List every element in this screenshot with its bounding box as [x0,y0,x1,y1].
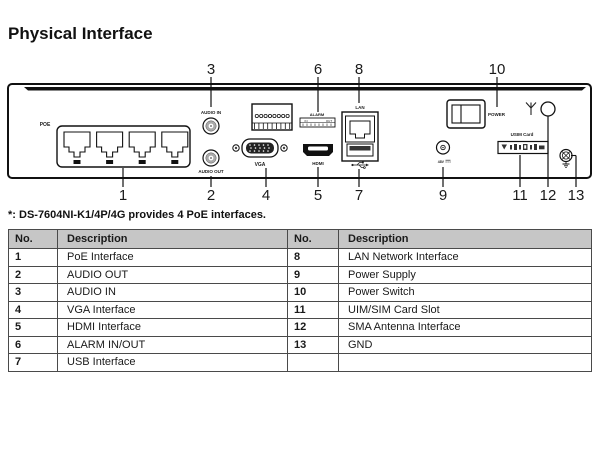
cell-desc: AUDIO IN [58,284,288,302]
sma-antenna-connector [541,102,555,116]
usb-port [347,144,373,156]
poe-port-4-tab [171,160,178,164]
callout-7-number: 7 [354,187,364,204]
alarm-in-label: IN [304,118,308,123]
cell-no: 12 [288,319,339,337]
cell-no: 11 [288,301,339,319]
callout-1-number: 1 [118,187,128,204]
audio-in-label: AUDIO IN [200,110,222,115]
cell-desc: HDMI Interface [58,319,288,337]
vga-label: VGA [254,162,266,168]
table-row [9,301,592,319]
poe-note: *: DS-7604NI-K1/4P/4G provides 4 PoE interfaces. [8,209,266,221]
hdmi-label: HDMI [312,161,324,166]
callout-4-number: 4 [261,187,271,204]
callout-13-number: 13 [567,187,585,204]
cell-desc: Power Supply [339,266,592,284]
rear-panel-diagram [0,55,600,205]
table-row [9,319,592,337]
cell-desc [339,354,592,372]
poe-port-2-tab [106,160,113,164]
cell-no: 9 [288,266,339,284]
cell-no: 6 [9,336,58,354]
callout-6-number: 6 [313,61,323,78]
cell-no: 4 [9,301,58,319]
device-chassis [8,84,591,178]
header-no-left: No. [9,230,58,249]
callout-5-number: 5 [313,187,323,204]
cell-desc: Power Switch [339,284,592,302]
cell-no: 7 [9,354,58,372]
poe-label: POE [39,122,51,128]
poe-port-3-tab [139,160,146,164]
callout-3-number: 3 [206,61,216,78]
cell-no: 13 [288,336,339,354]
usim-label: USIM Card [510,132,534,137]
cell-desc: AUDIO OUT [58,266,288,284]
callout-12-number: 12 [539,187,557,204]
cell-desc: LAN Network Interface [339,249,592,267]
audio-in-connector [201,110,221,134]
cell-no: 1 [9,249,58,267]
table-row [9,284,592,302]
cell-no: 8 [288,249,339,267]
cell-desc: VGA Interface [58,301,288,319]
interface-table [8,229,592,372]
cell-desc: UIM/SIM Card Slot [339,301,592,319]
chassis-top-bevel [24,87,586,91]
page-title: Physical Interface [8,24,153,43]
header-desc-left: Description [58,230,288,249]
cell-no: 2 [9,266,58,284]
table-row [9,336,592,354]
cell-desc: SMA Antenna Interface [339,319,592,337]
header-no-right: No. [288,230,339,249]
callout-10-number: 10 [488,61,506,78]
callout-9-number: 9 [438,187,448,204]
header-desc-right: Description [339,230,592,249]
power-input-label: 48V [437,160,444,164]
table-header-row [9,230,592,249]
callout-2-number: 2 [206,187,216,204]
callout-2 [207,176,215,204]
terminal-block [252,104,292,130]
cell-desc: GND [339,336,592,354]
power-label: POWER [488,112,506,117]
cell-no: 3 [9,284,58,302]
chassis-outline [8,84,591,178]
cell-desc: ALARM IN/OUT [58,336,288,354]
cell-no: 10 [288,284,339,302]
callout-8-number: 8 [354,61,364,78]
alarm-out-label: OUT [325,118,333,123]
alarm-label: ALARM [309,112,325,117]
cell-desc: USB Interface [58,354,288,372]
callout-11-number: 11 [512,187,528,204]
cell-desc: PoE Interface [58,249,288,267]
lan-usb-housing [342,105,378,168]
poe-port-1-tab [74,160,81,164]
audio-out-label: AUDIO OUT [198,169,224,174]
cell-no [288,354,339,372]
lan-port [346,116,375,142]
table-row [9,266,592,284]
lan-label: LAN [355,105,365,110]
table-row [9,354,592,372]
table-row [9,249,592,267]
cell-no: 5 [9,319,58,337]
